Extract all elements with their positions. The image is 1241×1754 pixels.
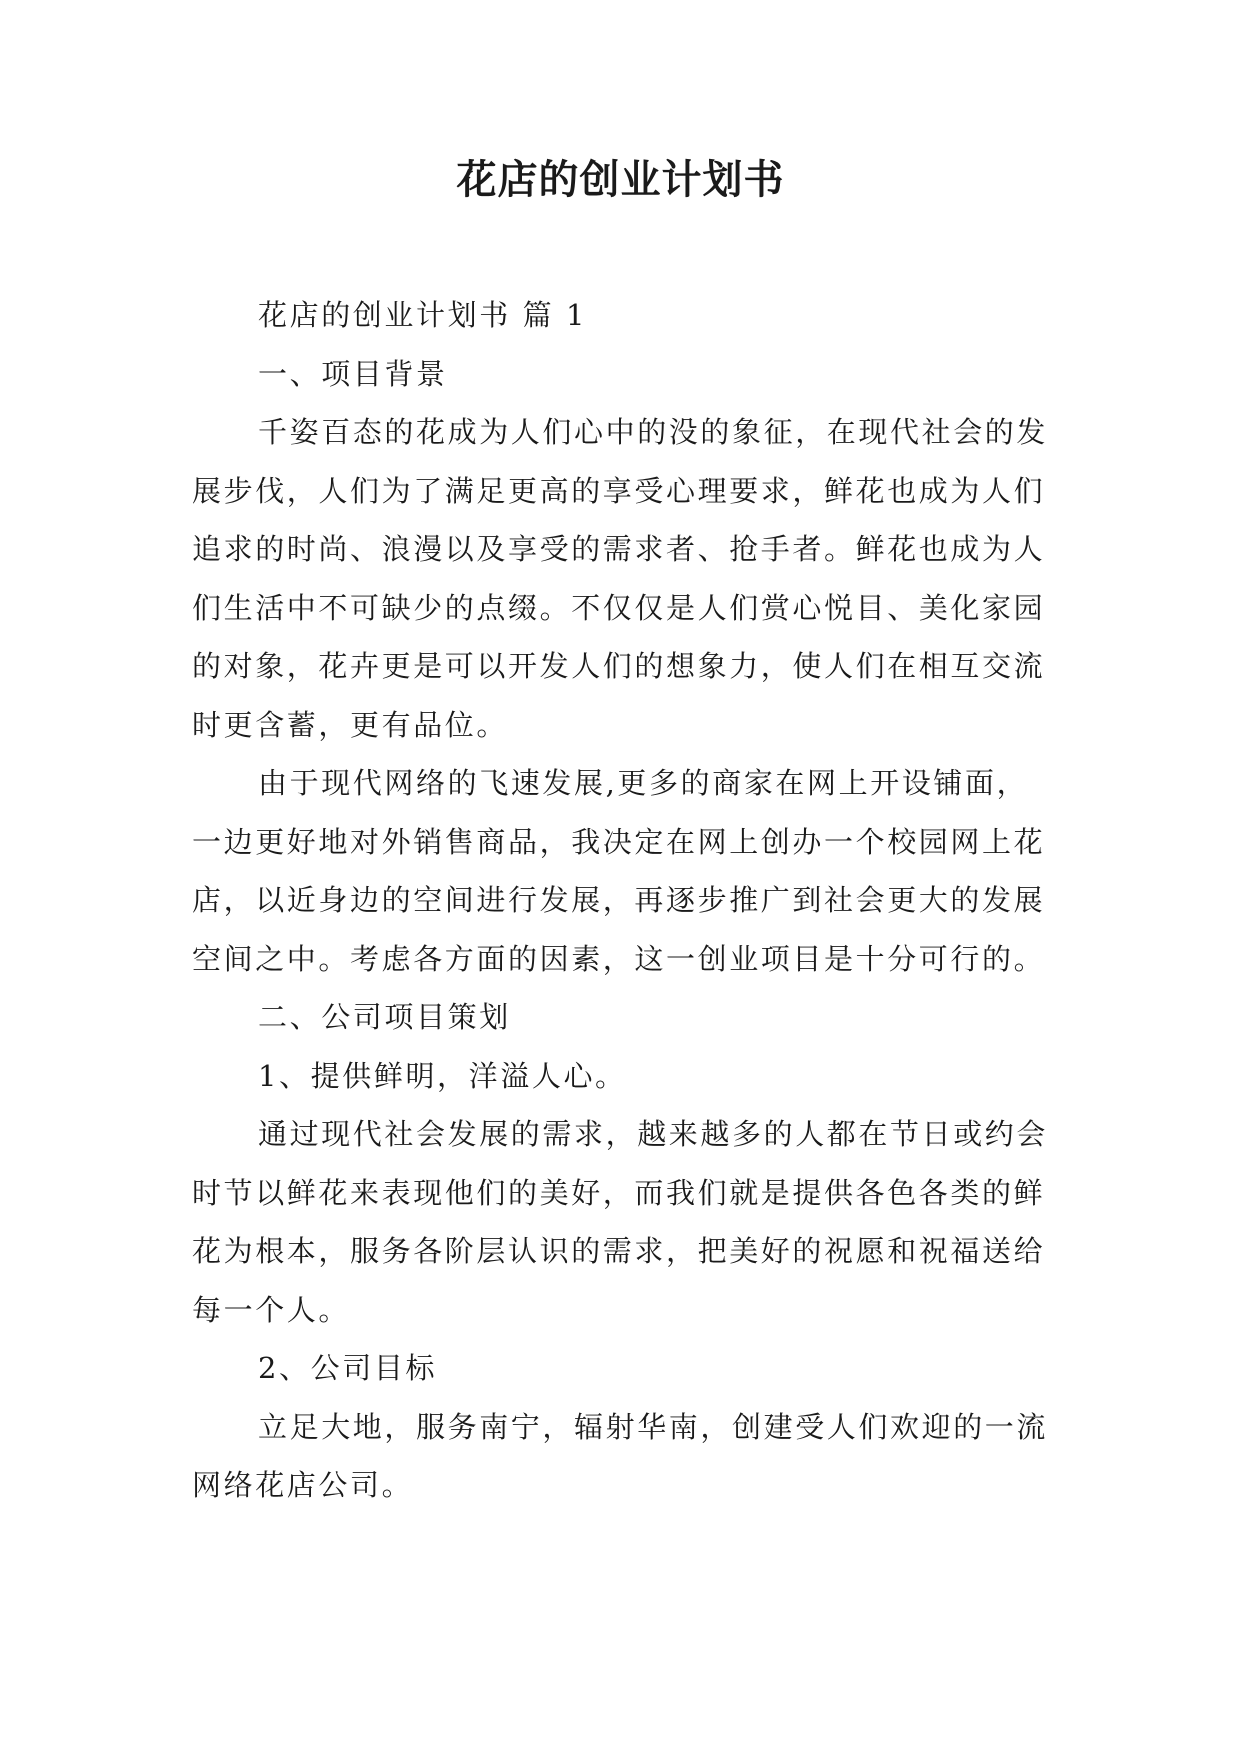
subsection-heading: 2、公司目标 (258, 1351, 438, 1385)
subsection-heading: 1、提供鲜明，洋溢人心。 (258, 1058, 627, 1093)
body-paragraph: 由于现代网络的飞速发展,更多的商家在网上开设铺面，一边更好地对外销售商品，我决定在网上创办一个校园网上花店，以近身边的空间进行发展，再逐步推广到社会更大的发展空间之中。考虑各方面的因素，这一创业项目是十分可行的。 (192, 766, 1046, 976)
document-body (192, 286, 1052, 1515)
section-heading-planning: 二、公司项目策划 (258, 1000, 511, 1034)
body-paragraph: 通过现代社会发展的需求，越来越多的人都在节日或约会时节以鲜花来表现他们的美好，而我们就是提供各色各类的鲜花为根本，服务各阶层认识的需求，把美好的祝愿和祝福送给每一个人。 (192, 1117, 1049, 1327)
section-heading-background: 一、项目背景 (258, 356, 448, 391)
subtitle-paragraph: 花店的创业计划书 篇 1 (258, 298, 588, 332)
body-paragraph: 立足大地，服务南宁，辐射华南，创建受人们欢迎的一流网络花店公司。 (192, 1409, 1049, 1502)
body-paragraph: 千姿百态的花成为人们心中的没的象征，在现代社会的发展步伐，人们为了满足更高的享受心理要求，鲜花也成为人们追求的时尚、浪漫以及享受的需求者、抢手者。鲜花也成为人们生活中不可缺少的点缀。不仅仅是人们赏心悦目、美化家园的对象，花卉更是可以开发人们的想象力，使人们在相互交流时更含蓄，更有品位。 (192, 415, 1049, 742)
document-title: 花店的创业计划书 (456, 157, 785, 203)
